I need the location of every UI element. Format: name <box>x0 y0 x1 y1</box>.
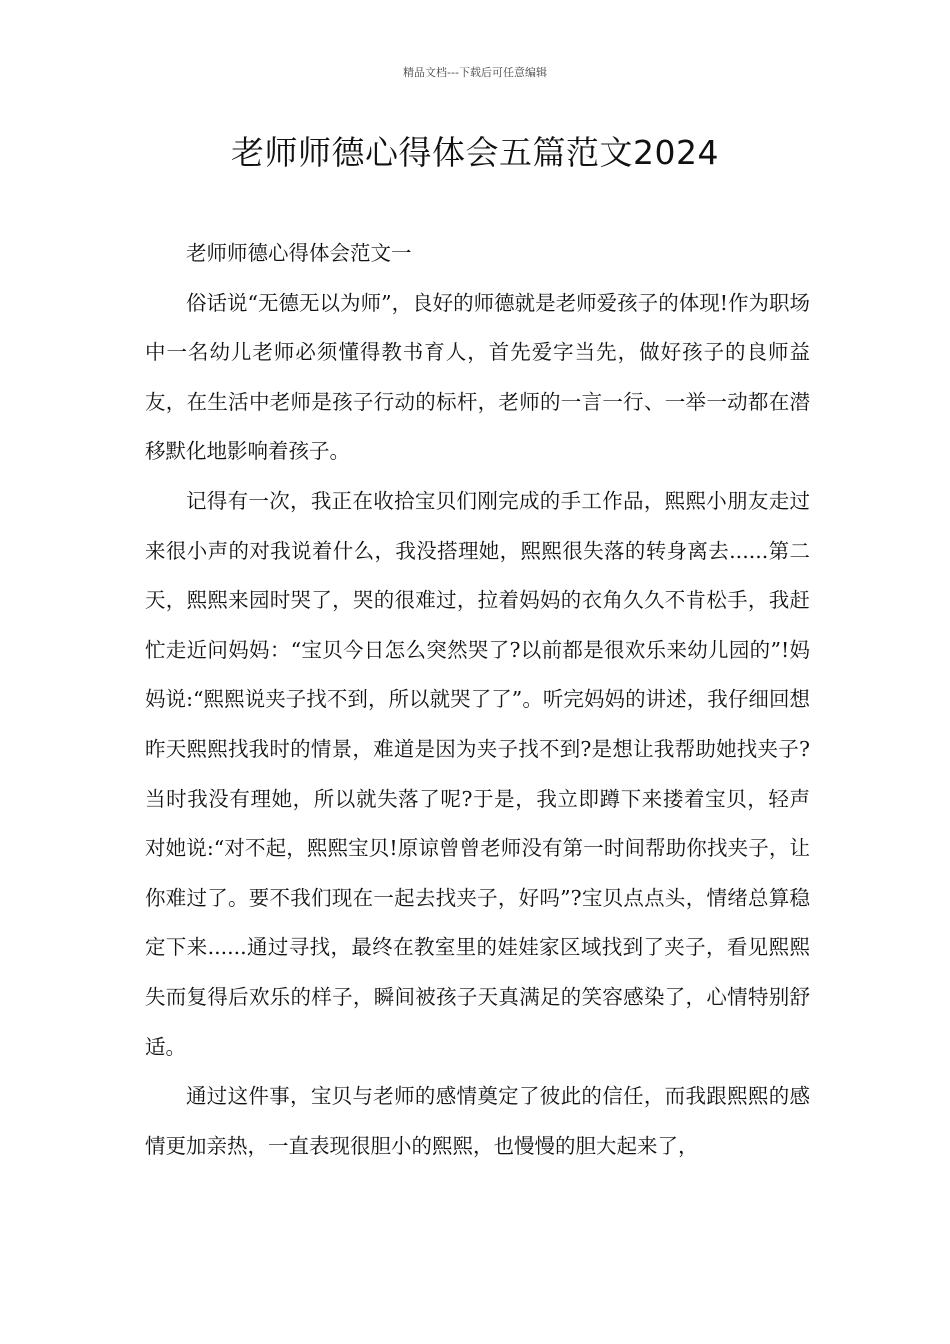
paragraph: 俗话说“无德无以为师”，良好的师德就是老师爱孩子的体现!作为职场中一名幼儿老师必须懂得教书育人，首先爱字当先，做好孩子的良师益友，在生活中老师是孩子行动的标杆，老师的一言一行、一举一动都在潜移默化地影响着孩子。 <box>145 290 810 464</box>
header-watermark: 精品文档---下载后可任意编辑 <box>403 66 547 79</box>
paragraph: 通过这件事，宝贝与老师的感情奠定了彼此的信任，而我跟熙熙的感情更加亲热，一直表现很胆小的熙熙，也慢慢的胆大起来了， <box>145 1084 810 1158</box>
document-title: 老师师德心得体会五篇范文2024 <box>231 133 719 172</box>
section-heading: 老师师德心得体会范文一 <box>186 241 412 265</box>
paragraph: 记得有一次，我正在收拾宝贝们刚完成的手工作品，熙熙小朋友走过来很小声的对我说着什么，我没搭理她，熙熙很失落的转身离去......第二天，熙熙来园时哭了，哭的很难过，拉着妈妈的衣角久久不肯松手，我赶忙走近问妈妈：“宝贝今日怎么突然哭了?以前都是很欢乐来幼儿园的”!妈妈说:“熙熙说夹子找不到，所以就哭了了”。听完妈妈的讲述，我仔细回想昨天熙熙找我时的情景，难道是因为夹子找不到?是想让我帮助她找夹子?当时我没有理她，所以就失落了呢?于是，我立即蹲下来搂着宝贝，轻声对她说:“对不起，熙熙宝贝!原谅曾曾老师没有第一时间帮助你找夹子，让你难过了。要不我们现在一起去找夹子，好吗”?宝贝点点头，情绪总算稳定下来......通过寻找，最终在教室里的娃娃家区域找到了夹子，看见熙熙失而复得后欢乐的样子，瞬间被孩子天真满足的笑容感染了，心情特别舒适。 <box>145 488 810 1059</box>
document-body <box>145 229 810 1171</box>
